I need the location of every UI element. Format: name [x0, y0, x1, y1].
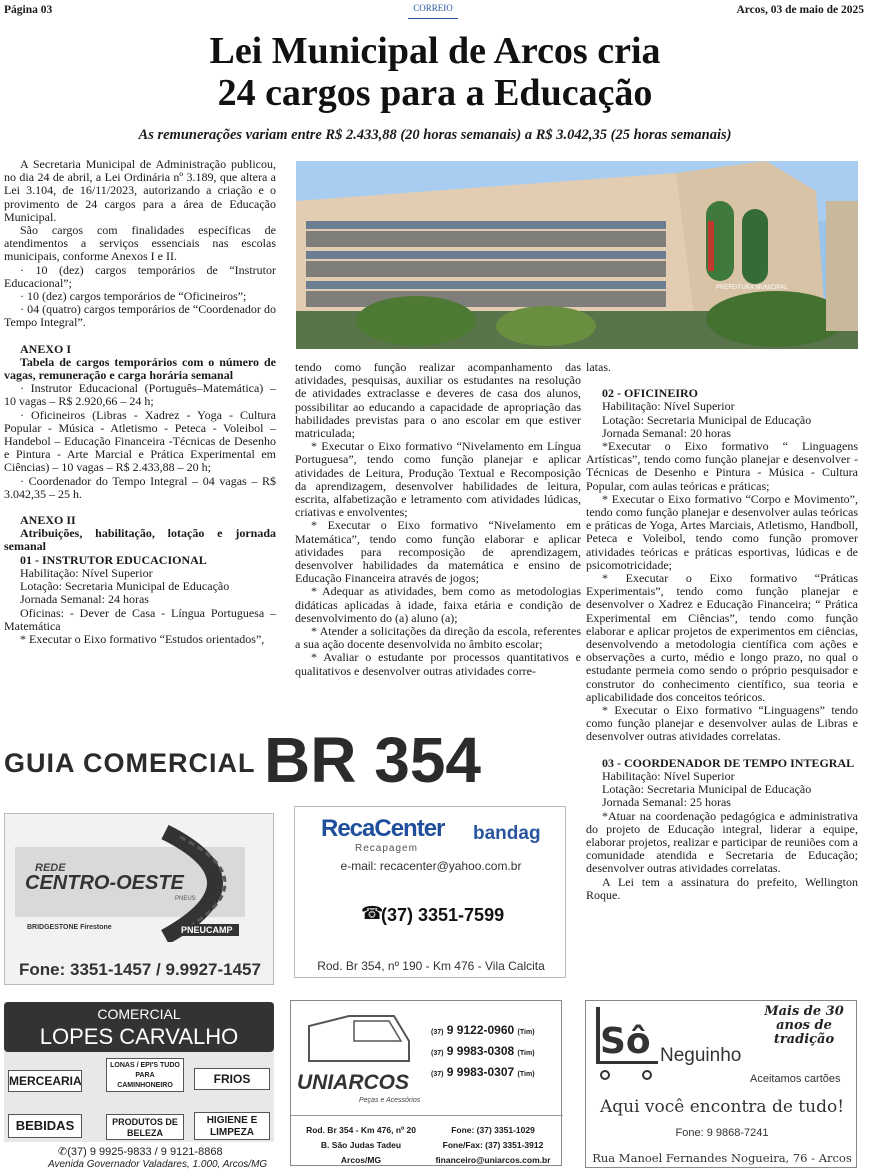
anexo-2-title: ANEXO II — [20, 513, 76, 528]
anexo-1-title: ANEXO I — [20, 341, 72, 356]
recacenter-address: Rod. Br 354, nº 190 - Km 476 - Vila Calcita — [317, 959, 545, 973]
centro-oeste-logo: CENTRO-OESTE — [25, 872, 184, 894]
article-column-1: A Secretaria Municipal de Administração publicou, no dia 24 de abril, a Lei Ordinária nº 3.189, que altera a Lei 3.104, de 16/11/2023, autorizando a criação e o provimento de 24 cargos para a área de Educação Municipal. São cargos com finalidades específicas de atendimentos a serviços essenciais nas escolas municipais, conforme Anexos I e II. · 10 (dez) cargos temporários de “Instrutor Educacional”; · 10 (dez) cargos temporários de “Oficineiros”; · 04 (quatro) cargos temporários de “Coordenador do Tempo Integral”. ANEXO I Tabela de cargos temporários com o número de vagas, remuneração e carga horária semanal · Instrutor Educacional (Português–Matemática) – 10 vagas – R$ 2.920,66 – 24 h; · Oficineiros (Libras - Xadrez - Yoga - Cultura Popular - Música - Atletismo - Peteca - Voleibol – Handebol – Educação Financeira -Técnicas de Desenho e Pintura - Arte Marcial e Prática Experimental em Ciências) – 10 vagas – R$ 2.433,88 – 20 h; · Coordenador do Tempo Integral – 04 vagas – R$ 3.042,35 – 25 h. ANEXO II Atribuições, habilitação, lotação e jornada semanal 01 - INSTRUTOR EDUCACIONAL Habilitação: Nível Superior Lotação: Secretaria Municipal de Educação Jornada Semanal: 24 horas Oficinas: - Dever de Casa - Língua Portuguesa – Matemática * Executar o Eixo formativo “Estudos orientados”, — [4, 157, 276, 646]
br354-label: BR 354 — [264, 724, 481, 796]
so-logo: Sô — [600, 1021, 651, 1062]
ad-so-neguinho[interactable]: Sô Neguinho Mais de 30 anos de tradição Aceitamos cartões Aqui você encontra de tudo! Fone: 9 9868-7241 Rua Manoel Fernandes Nogueira, 76 - Arcos — [585, 1000, 857, 1168]
wheel-icon — [600, 1070, 610, 1080]
article-column-2: tendo como função realizar acompanhamento das atividades, pesquisas, auxiliar os estudantes na resolução de atividades extraclasse e deveres de casa dos alunos, possibilitar ao educando a capacidade de apropriação das habilidades previstas para o ano escolar em que estiver matriculada; * Executar o Eixo formativo “Nivelamento em Língua Portuguesa”, tendo como função planejar e aplicar atividades de Leitura, Produção Textual e Recomposição da aprendizagem, desenvolver habilidades de leitura, escrita, alfabetização e letramento com atividades lúdicas, criativas e envolventes; * Executar o Eixo formativo “Nivelamento em Matemática”, tendo como função elaborar e aplicar atividades para recomposição de aprendizagem, desenvolver habilidades da matemática e ensino de Educação Financeira através de jogos; * Adequar as atividades, bem como as metodologias didáticas aplicadas à idade, faixa etária e condição de desenvolvimento do (a) aluno (a); * Atender a solicitações da direção da escola, referentes a sua ação docente desenvolvida no âmbito escolar; * Avaliar o estudante por processos quantitativos e qualitativos e desenvolver outras atividades corre- — [295, 360, 581, 678]
subheadline: As remunerações variam entre R$ 2.433,88 (20 horas semanais) a R$ 3.042,35 (25 horas semanais) — [138, 127, 732, 143]
photo-sign: PREFEITURA MUNICIPAL — [716, 285, 788, 291]
cargo-3-title: 03 - COORDENADOR DE TEMPO INTEGRAL — [602, 755, 855, 770]
ad-centro-oeste[interactable]: REDE CENTRO-OESTE PNEUS BRIDGESTONE Firestone PNEUCAMP Fone: 3351-1457 / 9.9927-1457 — [4, 813, 274, 985]
page-number: Página 03 — [4, 4, 53, 16]
so-address: Rua Manoel Fernandes Nogueira, 76 - Arcos — [592, 1151, 852, 1165]
so-phone: Fone: 9 9868-7241 — [675, 1127, 769, 1139]
ad-recacenter[interactable]: RecaCenter Recapagem bandag e-mail: recacenter@yahoo.com.br ☎ (37) 3351-7599 Rod. Br 354, nº 190 - Km 476 - Vila Calcita — [294, 806, 566, 978]
lopes-carvalho-logo: LOPES CARVALHO — [39, 1024, 239, 1049]
uniarcos-logo: UNIARCOS — [297, 1071, 410, 1094]
anexo-1-subtitle: Tabela de cargos temporários com o número de vagas, remuneração e carga horária semanal — [4, 354, 276, 383]
guia-comercial-label: GUIA COMERCIAL — [4, 748, 256, 778]
headline: Lei Municipal de Arcos cria 24 cargos para a Educação — [209, 30, 661, 114]
ad-lopes-carvalho[interactable]: COMERCIAL LOPES CARVALHO MERCEARIA LONAS / EPI'S TUDO PARA CAMINHONEIRO FRIOS BEBIDAS PRODUTOS DE BELEZA HIGIENE E LIMPEZA — [4, 1002, 274, 1142]
tradition-badge: Mais de 30 anos de tradição — [764, 1004, 844, 1047]
truck-icon — [299, 1011, 424, 1071]
wheel-icon — [642, 1070, 652, 1080]
cargo-1-title: 01 - INSTRUTOR EDUCACIONAL — [20, 552, 207, 567]
city-hall-photo — [296, 161, 858, 349]
cargo-2-title: 02 - OFICINEIRO — [602, 386, 699, 401]
whatsapp-icon: ✆ — [58, 1146, 68, 1158]
article-column-3: latas. 02 - OFICINEIRO Habilitação: Nível Superior Lotação: Secretaria Municipal de Educação Jornada Semanal: 20 horas *Executar o Eixo formativo “ Linguagens Artísticas”, tendo como função planejar e desenvolver - Técnicas de Desenho e Pintura - Música - Cultura Popular, com aulas teóricas e práticas; * Executar o Eixo formativo “Corpo e Movimento”, tendo como função planejar e desenvolver aulas teóricas e práticas de Yoga, Artes Marciais, Atletismo, Handboll, Peteca e Voleibol, tendo como função promover atividades teóricas e práticas esportivas, lúdicas e de psicomotricidade; * Executar o Eixo formativo “Práticas Experimentais”, tendo como função planejar e desenvolver o Xadrez e Educação Financeira; “ Prática Experimental em Ciências”, tendo como função elaborar e aplicar projetos de experimentos em ciências, desenvolvendo a metodologia científica com ações e observações a curto, médio e longo prazo, no qual o estudante permeia como sendo o próprio pesquisador e construtor do conhecimento científico, sua teoria e aplicabilidade dos conceitos teóricos. * Executar o Eixo formativo “Linguagens” tendo como função planejar e desenvolver aulas de Libras e desenvolver outras atividades correlatas. 03 - COORDENADOR DE TEMPO INTEGRAL Habilitação: Nível Superior Lotação: Secretaria Municipal de Educação Jornada Semanal: 25 horas *Atuar na coordenação pedagógica e administrativa do projeto de Educação integral, liderar a equipe, elaborar projetos, realizar e participar de reuniões com a comunidade atendida e Secretaria de Educação; desenvolver outras atividades correlatas. A Lei tem a assinatura do prefeito, Wellington Roque. — [586, 360, 858, 902]
lopes-phone: ✆(37) 9 9925-9833 / 9 9121-8868 — [58, 1146, 223, 1158]
recacenter-email: e-mail: recacenter@yahoo.com.br — [340, 859, 522, 873]
recacenter-logo: RecaCenter — [321, 815, 445, 842]
anexo-2-subtitle: Atribuições, habilitação, lotação e jornada semanal — [4, 526, 276, 554]
recacenter-phone: (37) 3351-7599 — [381, 905, 505, 925]
so-slogan: Aqui você encontra de tudo! — [599, 1097, 845, 1117]
lopes-address: Avenida Governador Valadares, 1.000, Arcos/MG — [48, 1159, 268, 1170]
newspaper-logo: CORREIO — [408, 3, 458, 19]
issue-date: Arcos, 03 de maio de 2025 — [736, 4, 864, 16]
neguinho-logo: Neguinho — [660, 1045, 742, 1066]
phone-icon: ☎ — [361, 903, 384, 923]
bandag-logo: bandag — [473, 823, 541, 844]
centro-oeste-phone: Fone: 3351-1457 / 9.9927-1457 — [19, 960, 261, 979]
ad-uniarcos[interactable]: UNIARCOS Peças e Acessórios (37) 9 9122-0960 (Tim) (37) 9 9983-0308 (Tim) (37) 9 9983-0307 (Tim) Rod. Br 354 - Km 476, nº 20 B. São Judas Tadeu Arcos/MG Fone: (37) 3351-1029 Fone/Fax: (37) 3351-3912 financeiro@uniarcos.com.br — [290, 1000, 562, 1166]
